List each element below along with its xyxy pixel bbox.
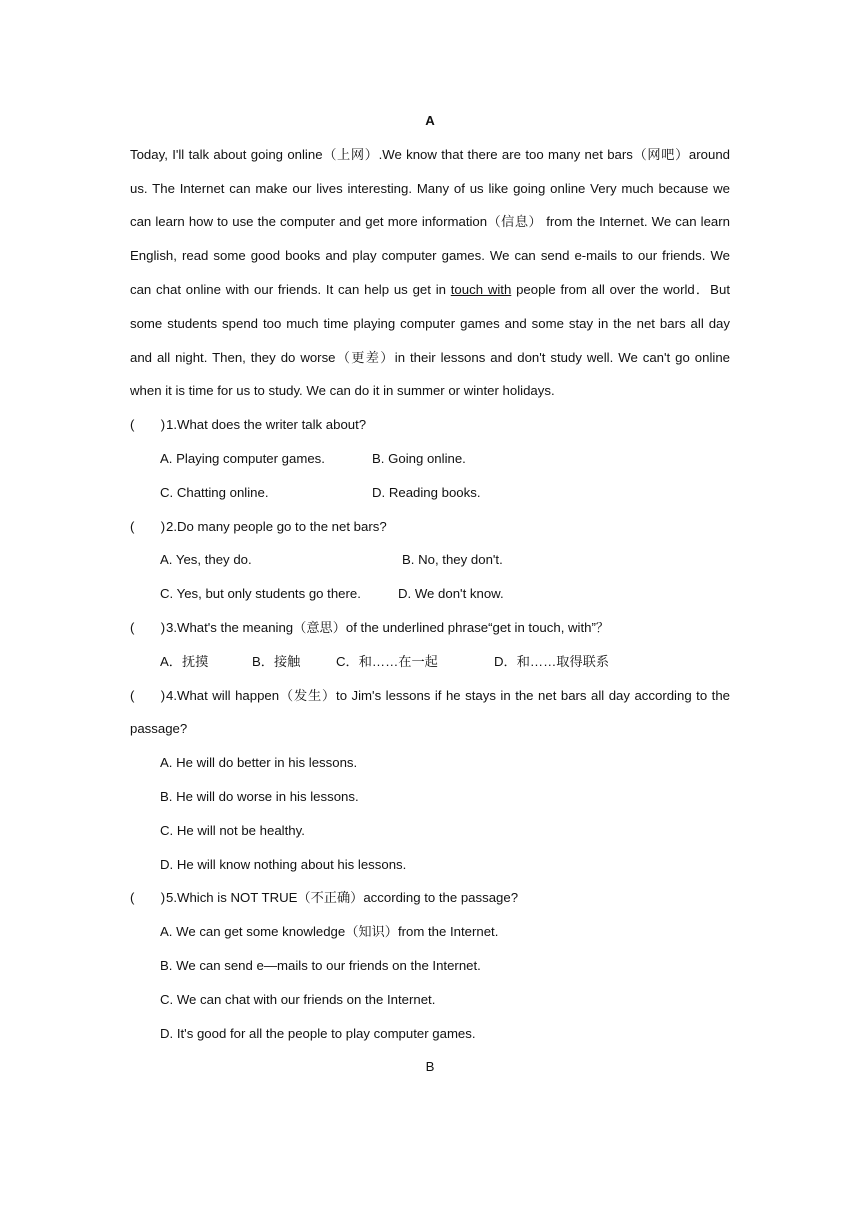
option-d: D. It's good for all the people to play computer games.	[160, 1025, 476, 1041]
question-2-options-row-1	[130, 543, 730, 577]
section-b-heading: B	[425, 1059, 435, 1075]
answer-blank: ( )	[130, 890, 166, 906]
question-text: 2.Do many people go to the net bars?	[166, 518, 387, 534]
option-c: C. He will not be healthy.	[160, 822, 305, 838]
question-5-option-a-row	[130, 915, 730, 949]
question-2	[130, 510, 730, 544]
option-b: B. He will do worse in his lessons.	[160, 788, 359, 804]
reading-passage	[130, 138, 730, 408]
question-5	[130, 881, 730, 915]
option-a: A．抚摸	[160, 653, 209, 669]
question-text: 1.What does the writer talk about?	[166, 417, 367, 433]
question-4-option-a-row	[130, 746, 730, 780]
option-a: A. Yes, they do.	[160, 552, 252, 568]
option-c: C．和……在一起	[336, 653, 438, 669]
question-4-option-d-row	[130, 848, 730, 882]
question-3-options-row	[130, 645, 730, 679]
answer-blank: ( )	[130, 518, 166, 534]
option-c: C. Yes, but only students go there.	[160, 586, 361, 602]
option-d: D．和……取得联系	[494, 653, 610, 669]
question-5-option-b-row	[130, 949, 730, 983]
answer-blank: ( )	[130, 619, 166, 635]
question-text: 5.Which is NOT TRUE（不正确）according to the passage?	[166, 890, 519, 906]
question-1	[130, 408, 730, 442]
option-d: D. We don't know.	[398, 586, 504, 602]
option-d: D. Reading books.	[372, 484, 481, 500]
question-4-option-c-row	[130, 814, 730, 848]
question-1-options-row-1	[130, 442, 730, 476]
answer-blank: ( )	[130, 417, 166, 433]
passage-text-part2: people from all over the world．But some students spend too much time playing computer games and some stay in the net bars all day and all night. Then, they do worse（更差）in their lessons and don't study well. We can't go online when it is time for us to study. We can do it in summer or winter holidays.	[130, 281, 730, 399]
question-2-options-row-2	[130, 577, 730, 611]
document-content	[130, 104, 730, 1084]
answer-blank: ( )	[130, 687, 166, 703]
section-a-heading: A	[425, 113, 435, 128]
option-b: B. No, they don't.	[402, 552, 503, 568]
option-b: B．接触	[252, 653, 301, 669]
option-b: B. We can send e—mails to our friends on the Internet.	[160, 957, 481, 973]
option-a: A. He will do better in his lessons.	[160, 755, 358, 771]
passage-text-part1: Today, I'll talk about going online（上网）.We know that there are too many net bars（网吧）around us. The Internet can make our lives interesting. Many of us like going online Very much because we can learn how to use the computer and get more information（信息） from the Internet. We can learn English, read some good books and play computer games. We can send e-mails to our friends. We can chat online with our friends. It can help us get in	[130, 146, 730, 297]
option-c: C. We can chat with our friends on the Internet.	[160, 991, 436, 1007]
question-5-option-d-row	[130, 1017, 730, 1051]
option-b: B. Going online.	[372, 450, 466, 466]
option-a: A. We can get some knowledge（知识）from the Internet.	[160, 924, 499, 940]
question-4-option-b-row	[130, 780, 730, 814]
question-4	[130, 679, 730, 747]
question-text: 4.What will happen（发生）to Jim's lessons if he stays in the net bars all day according to the passage?	[130, 687, 730, 737]
option-d: D. He will know nothing about his lessons.	[160, 856, 407, 872]
option-c: C. Chatting online.	[160, 484, 269, 500]
question-5-option-c-row	[130, 983, 730, 1017]
option-a: A. Playing computer games.	[160, 450, 325, 466]
underlined-phrase: touch with	[450, 281, 512, 297]
question-1-options-row-2	[130, 476, 730, 510]
question-text: 3.What's the meaning（意思）of the underlined phrase“get in touch, with”？	[166, 619, 610, 635]
question-3	[130, 611, 730, 645]
